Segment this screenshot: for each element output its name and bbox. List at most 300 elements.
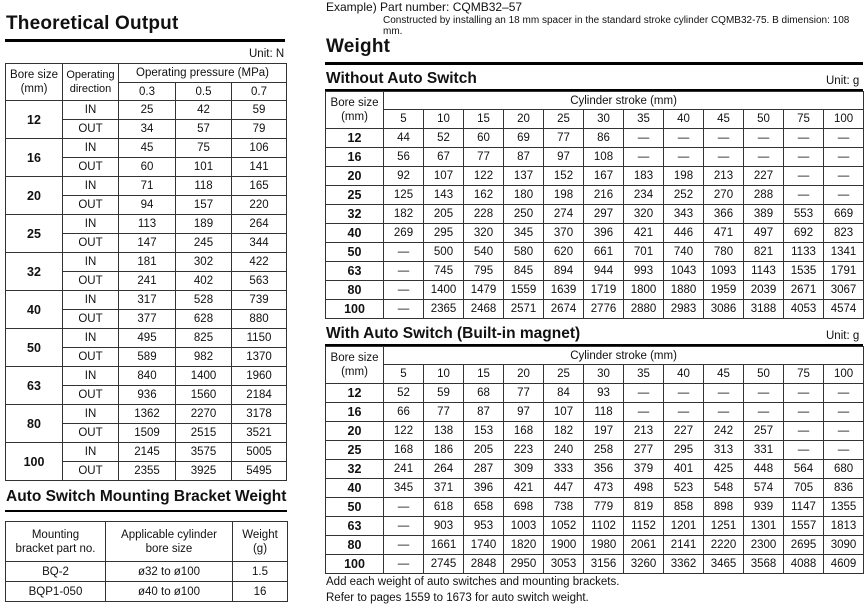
value-cell: 5495 [232,462,287,481]
bore-cell: 32 [326,205,384,224]
weight-cell: 269 [384,224,424,243]
weight-cell: 669 [824,205,864,224]
weight-cell: 240 [544,441,584,460]
bore-cell: 40 [326,224,384,243]
weight-cell: 227 [744,167,784,186]
direction-cell: IN [63,443,119,462]
weight-cell: 371 [424,479,464,498]
bore-cell: 80 [6,405,63,443]
direction-cell: IN [63,177,119,196]
weight-cell: 2571 [504,300,544,319]
table-row [6,215,287,234]
weight-cell: — [384,262,424,281]
weight-cell: 1719 [584,281,624,300]
weight-cell: 3465 [704,555,744,574]
bore-cell: 63 [6,367,63,405]
weight-cell: 2671 [784,281,824,300]
weight-cell: 152 [544,167,584,186]
weight-cell: 574 [744,479,784,498]
value-cell: 94 [119,196,176,215]
stroke-column-header: 15 [464,110,504,129]
stroke-column-header: 35 [624,110,664,129]
value-cell: 825 [176,329,232,348]
weight-cell: 1535 [784,262,824,281]
weight-cell: 993 [624,262,664,281]
weight-cell: 287 [464,460,504,479]
pressure-column-header: 0.7 [232,83,287,101]
weight-cell: 309 [504,460,544,479]
weight-cell: — [784,422,824,441]
weight-cell: 894 [544,262,584,281]
value-cell: 220 [232,196,287,215]
stroke-column-header: 20 [504,365,544,384]
weight-cell: 1043 [664,262,704,281]
stroke-column-header: 15 [464,365,504,384]
weight-cell: — [744,129,784,148]
weight-cell: 137 [504,167,544,186]
table-row [6,443,287,462]
weight-cell: 1003 [504,517,544,536]
weight-cell: 216 [584,186,624,205]
bracket-bore-cell: ø40 to ø100 [106,582,233,602]
weight-cell: 2300 [744,536,784,555]
value-cell: 2145 [119,443,176,462]
weight-cell: 779 [584,498,624,517]
theoretical-output-title: Theoretical Output [6,13,179,34]
weight-cell: 343 [664,205,704,224]
value-cell: 982 [176,348,232,367]
weight-cell: 277 [624,441,664,460]
value-cell: 1560 [176,386,232,405]
weight-cell: — [824,129,864,148]
weight-cell: 1201 [664,517,704,536]
weight-cell: 69 [504,129,544,148]
weight-cell: 2745 [424,555,464,574]
weight-cell: 1959 [704,281,744,300]
bracket-weight-title: Auto Switch Mounting Bracket Weight [6,488,287,505]
weight-cell: 125 [384,186,424,205]
value-cell: 840 [119,367,176,386]
bore-cell: 63 [326,262,384,281]
stroke-column-header: 75 [784,365,824,384]
table-row [6,253,287,272]
weight-cell: 1093 [704,262,744,281]
weight-cell: 1880 [664,281,704,300]
weight-cell: — [384,300,424,319]
weight-title-rule [325,62,863,65]
value-cell: 157 [176,196,232,215]
value-cell: 60 [119,158,176,177]
bracket-weight-cell: 16 [233,582,288,602]
without-switch-title: Without Auto Switch [326,70,477,87]
weight-cell: 3260 [624,555,664,574]
table-row [6,367,287,386]
stroke-column-header: 40 [664,110,704,129]
weight-cell: 107 [544,403,584,422]
weight-cell: — [784,148,824,167]
weight-cell: — [704,403,744,422]
value-cell: 147 [119,234,176,253]
bore-cell: 80 [326,536,384,555]
weight-cell: — [384,536,424,555]
weight-title: Weight [326,36,391,57]
weight-cell: 97 [544,148,584,167]
weight-cell: 92 [384,167,424,186]
weight-cell: 77 [544,129,584,148]
weight-cell: 1661 [424,536,464,555]
example-line: Example) Part number: CQMB32–57 [326,0,523,14]
weight-cell: 823 [824,224,864,243]
weight-cell: 2776 [584,300,624,319]
bore-cell: 25 [326,441,384,460]
weight-cell: — [784,403,824,422]
bore-cell: 100 [6,443,63,481]
value-cell: 422 [232,253,287,272]
weight-cell: 523 [664,479,704,498]
weight-cell: — [664,403,704,422]
weight-cell: — [744,403,784,422]
weight-cell: 471 [704,224,744,243]
direction-cell: OUT [63,272,119,291]
weight-cell: 2468 [464,300,504,319]
weight-cell: 2365 [424,300,464,319]
weight-cell: 331 [744,441,784,460]
weight-note-1: Add each weight of auto switches and mounting brackets. [326,576,620,588]
direction-cell: OUT [63,424,119,443]
weight-cell: 396 [584,224,624,243]
weight-cell: — [704,384,744,403]
weight-cell: 2141 [664,536,704,555]
weight-cell: 944 [584,262,624,281]
weight-cell: 234 [624,186,664,205]
weight-cell: 205 [424,205,464,224]
weight-cell: 389 [744,205,784,224]
weight-cell: 540 [464,243,504,262]
table-row [326,422,864,441]
bore-size-header: Bore size (mm) [326,92,384,129]
weight-cell: 320 [464,224,504,243]
weight-cell: 87 [464,403,504,422]
weight-cell: 497 [744,224,784,243]
table-row [326,167,864,186]
value-cell: 495 [119,329,176,348]
weight-cell: — [784,186,824,205]
weight-cell: 107 [424,167,464,186]
stroke-column-header: 50 [744,365,784,384]
stroke-column-header: 10 [424,365,464,384]
bracket-weight-cell: 1.5 [233,562,288,582]
weight-cell: 1791 [824,262,864,281]
weight-cell: 52 [384,384,424,403]
bore-cell: 32 [6,253,63,291]
direction-cell: IN [63,215,119,234]
weight-cell: 153 [464,422,504,441]
value-cell: 936 [119,386,176,405]
table-row [6,582,288,602]
weight-cell: 167 [584,167,624,186]
weight-cell: 500 [424,243,464,262]
direction-header: Operating direction [63,64,119,101]
weight-cell: 288 [744,186,784,205]
weight-cell: 108 [584,148,624,167]
table-row [6,139,287,158]
table-row [326,460,864,479]
weight-cell: 59 [424,384,464,403]
weight-cell: 198 [544,186,584,205]
weight-cell: — [624,129,664,148]
weight-cell: 320 [624,205,664,224]
value-cell: 1362 [119,405,176,424]
weight-cell: 1052 [544,517,584,536]
weight-cell: 620 [544,243,584,262]
weight-cell: 370 [544,224,584,243]
theoretical-unit: Unit: N [249,48,285,60]
weight-cell: 1400 [424,281,464,300]
direction-cell: OUT [63,462,119,481]
weight-cell: 698 [504,498,544,517]
weight-cell: 2950 [504,555,544,574]
table-row [326,555,864,574]
weight-cell: 168 [384,441,424,460]
weight-cell: 60 [464,129,504,148]
weight-cell: 3156 [584,555,624,574]
weight-cell: 658 [464,498,504,517]
value-cell: 71 [119,177,176,196]
stroke-column-header: 45 [704,365,744,384]
weight-with-switch-table [325,346,864,574]
weight-cell: 680 [824,460,864,479]
value-cell: 628 [176,310,232,329]
weight-cell: 661 [584,243,624,262]
bore-cell: 40 [6,291,63,329]
weight-cell: 401 [664,460,704,479]
weight-cell: 2220 [704,536,744,555]
weight-cell: 1820 [504,536,544,555]
value-cell: 59 [232,101,287,120]
value-cell: 241 [119,272,176,291]
weight-cell: 3568 [744,555,784,574]
weight-cell: 1813 [824,517,864,536]
value-cell: 34 [119,120,176,139]
weight-cell: 1740 [464,536,504,555]
weight-cell: — [384,243,424,262]
table-row [6,101,287,120]
weight-cell: 198 [664,167,704,186]
weight-cell: 819 [624,498,664,517]
with-switch-unit: Unit: g [826,330,860,342]
weight-cell: 93 [584,384,624,403]
value-cell: 3178 [232,405,287,424]
weight-cell: 903 [424,517,464,536]
pressure-header: Operating pressure (MPa) [119,64,287,83]
bore-cell: 25 [6,215,63,253]
weight-cell: — [384,555,424,574]
bracket-weight-header: Weight (g) [233,522,288,562]
weight-cell: 745 [424,262,464,281]
weight-cell: 197 [584,422,624,441]
weight-cell: 4609 [824,555,864,574]
weight-cell: 898 [704,498,744,517]
table-row [326,243,864,262]
stroke-column-header: 100 [824,365,864,384]
value-cell: 181 [119,253,176,272]
weight-cell: — [384,517,424,536]
weight-cell: 3188 [744,300,784,319]
value-cell: 2184 [232,386,287,405]
weight-cell: 2848 [464,555,504,574]
weight-cell: 213 [704,167,744,186]
weight-cell: 421 [504,479,544,498]
weight-cell: 448 [744,460,784,479]
stroke-column-header: 20 [504,110,544,129]
weight-cell: 473 [584,479,624,498]
weight-cell: 366 [704,205,744,224]
weight-cell: 553 [784,205,824,224]
weight-cell: — [824,148,864,167]
weight-cell: — [824,384,864,403]
weight-cell: 1800 [624,281,664,300]
weight-cell: 333 [544,460,584,479]
weight-cell: 86 [584,129,624,148]
weight-cell: 44 [384,129,424,148]
weight-cell: 498 [624,479,664,498]
bore-cell: 20 [326,422,384,441]
table-row [326,205,864,224]
value-cell: 2515 [176,424,232,443]
weight-cell: 241 [384,460,424,479]
bore-cell: 16 [326,403,384,422]
table-row [6,329,287,348]
bore-cell: 80 [326,281,384,300]
bore-size-header: Bore size (mm) [6,64,63,101]
bore-cell: 32 [326,460,384,479]
value-cell: 589 [119,348,176,367]
weight-cell: 580 [504,243,544,262]
value-cell: 1370 [232,348,287,367]
weight-cell: 2880 [624,300,664,319]
weight-cell: 4088 [784,555,824,574]
weight-cell: 738 [544,498,584,517]
weight-cell: 258 [584,441,624,460]
weight-cell: 3086 [704,300,744,319]
weight-cell: — [704,148,744,167]
weight-cell: 182 [544,422,584,441]
value-cell: 3521 [232,424,287,443]
bore-cell: 50 [326,498,384,517]
weight-cell: 213 [624,422,664,441]
stroke-column-header: 45 [704,110,744,129]
theoretical-output-table [5,63,287,481]
table-row [326,129,864,148]
bore-cell: 16 [6,139,63,177]
stroke-column-header: 100 [824,110,864,129]
weight-cell: — [664,384,704,403]
bore-cell: 20 [326,167,384,186]
weight-cell: 295 [664,441,704,460]
table-row [6,562,288,582]
value-cell: 880 [232,310,287,329]
weight-cell: — [744,384,784,403]
weight-cell: — [624,148,664,167]
table-row [326,536,864,555]
table-row [6,177,287,196]
weight-cell: 122 [464,167,504,186]
direction-cell: IN [63,139,119,158]
weight-cell: 447 [544,479,584,498]
weight-without-switch-table [325,91,864,319]
weight-cell: 77 [464,148,504,167]
weight-cell: 2674 [544,300,584,319]
with-switch-title: With Auto Switch (Built-in magnet) [326,325,581,342]
weight-cell: 168 [504,422,544,441]
bracket-title-rule [5,510,287,512]
direction-cell: IN [63,291,119,310]
stroke-column-header: 25 [544,110,584,129]
weight-cell: 1559 [504,281,544,300]
weight-cell: — [824,403,864,422]
table-row [326,281,864,300]
weight-cell: 618 [424,498,464,517]
weight-cell: — [384,498,424,517]
without-switch-unit: Unit: g [826,75,860,87]
weight-cell: 183 [624,167,664,186]
bore-cell: 12 [6,101,63,139]
weight-cell: 446 [664,224,704,243]
bore-cell: 12 [326,129,384,148]
value-cell: 739 [232,291,287,310]
table-row [326,300,864,319]
value-cell: 42 [176,101,232,120]
value-cell: 3575 [176,443,232,462]
weight-cell: 356 [584,460,624,479]
weight-cell: 4574 [824,300,864,319]
weight-cell: — [624,403,664,422]
weight-cell: 1980 [584,536,624,555]
table-row [326,148,864,167]
weight-cell: — [704,129,744,148]
value-cell: 2270 [176,405,232,424]
value-cell: 377 [119,310,176,329]
stroke-column-header: 35 [624,365,664,384]
direction-cell: OUT [63,234,119,253]
weight-cell: 396 [464,479,504,498]
weight-cell: 264 [424,460,464,479]
weight-cell: 180 [504,186,544,205]
weight-cell: 1133 [784,243,824,262]
weight-cell: 186 [424,441,464,460]
weight-cell: — [744,148,784,167]
bracket-bore-cell: ø32 to ø100 [106,562,233,582]
stroke-column-header: 25 [544,365,584,384]
weight-cell: — [384,281,424,300]
weight-cell: 227 [664,422,704,441]
weight-cell: 84 [544,384,584,403]
weight-cell: — [624,384,664,403]
weight-cell: 77 [504,384,544,403]
value-cell: 1960 [232,367,287,386]
value-cell: 3925 [176,462,232,481]
weight-cell: 295 [424,224,464,243]
weight-cell: — [824,422,864,441]
weight-cell: 1557 [784,517,824,536]
value-cell: 165 [232,177,287,196]
weight-cell: — [824,167,864,186]
weight-cell: 87 [504,148,544,167]
bore-cell: 100 [326,300,384,319]
weight-cell: 270 [704,186,744,205]
weight-cell: 425 [704,460,744,479]
cylinder-stroke-header: Cylinder stroke (mm) [384,347,864,365]
